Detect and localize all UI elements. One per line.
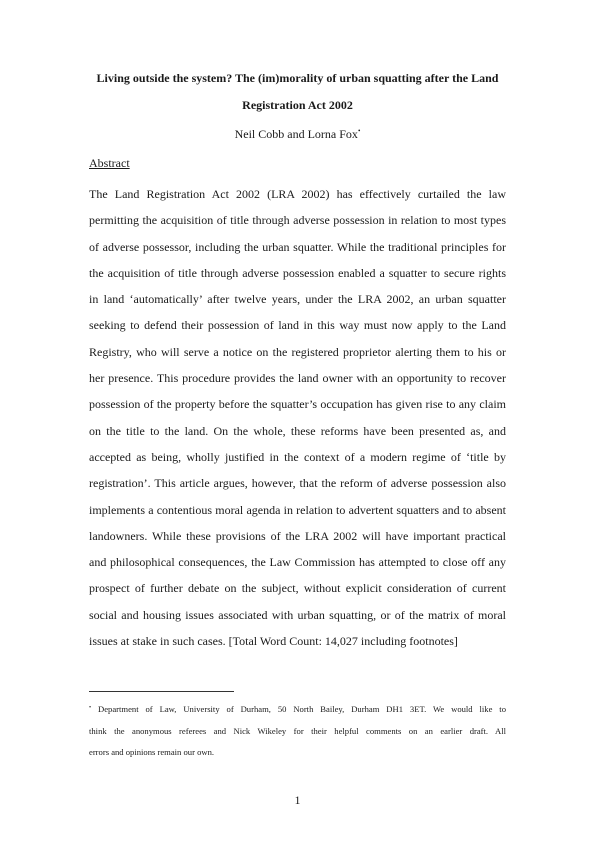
- paper-title: [70, 65, 525, 119]
- abstract-body: [89, 181, 506, 654]
- abstract-line: registration’. This article argues, however, that the reform of adverse possession also: [89, 476, 506, 491]
- abstract-line: permitting the acquisition of title through adverse possession in relation to most types: [89, 213, 506, 228]
- title-line-2: Registration Act 2002: [242, 98, 353, 112]
- abstract-line: and philosophical consequences, the Law Commission has attempted to close off any: [89, 555, 506, 570]
- abstract-line: issues at stake in such cases. [Total Word Count: 14,027 including footnotes]: [89, 634, 458, 649]
- abstract-line: on the title to the land. On the whole, these reforms have been presented as, and: [89, 423, 506, 438]
- abstract-line: the acquisition of title through adverse possession enabled a squatter to secure rights: [89, 265, 506, 280]
- abstract-line: her presence. This procedure provides the land owner with an opportunity to recover: [89, 371, 506, 386]
- author-line: [70, 123, 525, 142]
- abstract-line: The Land Registration Act 2002 (LRA 2002) has effectively curtailed the law: [89, 187, 506, 201]
- abstract-line: seeking to defend their possession of land in this way must now apply to the Land: [89, 318, 506, 333]
- abstract-line: prospect of further debate on the subject, without explicit consideration of current: [89, 581, 506, 596]
- abstract-line: of adverse possessor, including the urban squatter. While the traditional principles for: [89, 239, 506, 254]
- footnote-line: errors and opinions remain our own.: [89, 747, 215, 757]
- abstract-line: Registry, who will serve a notice on the registered proprietor alerting them to his or: [89, 344, 506, 359]
- footnote-line: think the anonymous referees and Nick Wikeley for their helpful comments on an earlier draft. All: [89, 725, 506, 736]
- abstract-line: possession of the property before the squatter’s occupation has given rise to any claim: [89, 397, 506, 412]
- abstract-line: implements a contentious moral agenda in relation to advertent squatters and to absent: [89, 502, 506, 517]
- footnote: [89, 698, 506, 764]
- abstract-heading: Abstract: [89, 156, 130, 170]
- page-number: 1: [294, 793, 301, 807]
- footnote-marker: •: [89, 705, 92, 711]
- footnote-separator: [89, 691, 234, 692]
- author-footnote-marker: •: [357, 127, 361, 135]
- abstract-line: accepted as being, wholly justified in the context of a modern regime of ‘title by: [89, 449, 506, 464]
- title-line-1: Living outside the system? The (im)morality of urban squatting after the Land: [96, 71, 499, 85]
- author-names: Neil Cobb and Lorna Fox: [234, 127, 358, 141]
- abstract-line: social and housing issues associated with urban squatting, or of the matrix of moral: [89, 607, 506, 622]
- footnote-line-text: Department of Law, University of Durham, 50 North Bailey, Durham DH1 3ET. We would like to: [91, 704, 506, 714]
- abstract-line: landowners. While these provisions of the LRA 2002 will have important practical: [89, 528, 506, 543]
- footnote-line: [89, 698, 506, 721]
- abstract-line: in land ‘automatically’ after twelve years, under the LRA 2002, an urban squatter: [89, 292, 506, 307]
